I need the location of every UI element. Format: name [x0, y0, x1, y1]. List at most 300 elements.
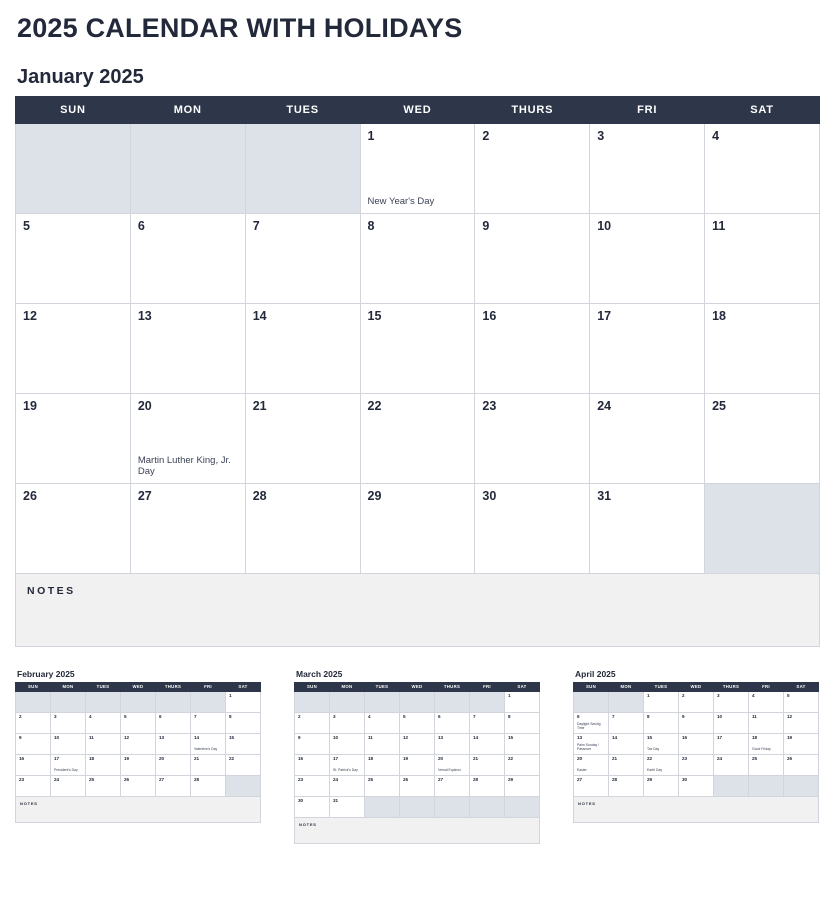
mini-day-number: 14 — [194, 734, 200, 740]
main-calendar-body — [16, 123, 820, 573]
mini-holiday-label: Daylight Saving Time — [577, 721, 601, 730]
calendar-week-row — [16, 393, 820, 483]
calendar-cell-day-21[interactable] — [245, 393, 360, 483]
mini-calendar-cell-day-15[interactable] — [644, 733, 679, 754]
mini-calendar-cell-day-8[interactable] — [505, 712, 540, 733]
mini-calendar-cell-day-3[interactable] — [714, 691, 749, 712]
mini-calendar-cell-day-4[interactable] — [749, 691, 784, 712]
day-number: 4 — [712, 128, 720, 143]
mini-calendar-cell-day-20[interactable] — [156, 754, 191, 775]
mini-calendar-cell-empty — [574, 691, 609, 712]
mini-day-number: 16 — [298, 755, 304, 761]
mini-calendar-cell-empty — [784, 775, 819, 796]
calendar-cell-day-25[interactable] — [705, 393, 820, 483]
mini-weekday-header-fri: FRI — [470, 682, 505, 691]
mini-calendar-cell-day-2[interactable] — [679, 691, 714, 712]
mini-day-number: 23 — [682, 755, 688, 761]
mini-notes-section: NOTES — [294, 818, 540, 844]
mini-calendar-cell-day-26[interactable] — [121, 775, 156, 796]
mini-day-number: 4 — [752, 692, 755, 698]
mini-day-number: 12 — [787, 713, 793, 719]
mini-day-number: 3 — [333, 713, 336, 719]
mini-calendar-cell-day-4[interactable] — [365, 712, 400, 733]
mini-day-number: 22 — [647, 755, 653, 761]
mini-calendar-cell-day-27[interactable] — [574, 775, 609, 796]
calendar-cell-day-5[interactable] — [16, 213, 131, 303]
mini-calendar-cell-day-3[interactable] — [51, 712, 86, 733]
mini-day-number: 1 — [647, 692, 650, 698]
mini-calendar-cell-day-11[interactable] — [365, 733, 400, 754]
mini-calendar-cell-day-3[interactable] — [330, 712, 365, 733]
mini-calendar-week-row — [574, 691, 819, 712]
mini-calendar-cell-day-7[interactable] — [191, 712, 226, 733]
mini-day-number: 5 — [403, 713, 406, 719]
mini-calendar-cell-day-27[interactable] — [156, 775, 191, 796]
mini-weekday-header-fri: FRI — [749, 682, 784, 691]
mini-weekday-header-sat: SAT — [784, 682, 819, 691]
mini-calendar-cell-day-8[interactable] — [226, 712, 261, 733]
mini-day-number: 18 — [368, 755, 374, 761]
mini-day-number: 23 — [298, 776, 304, 782]
mini-calendar-cell-day-5[interactable] — [400, 712, 435, 733]
day-number: 26 — [23, 488, 37, 503]
mini-weekday-header-tues: TUES — [86, 682, 121, 691]
mini-calendar-cell-day-22[interactable] — [505, 754, 540, 775]
day-number: 21 — [252, 398, 267, 413]
mini-calendar-cell-day-16[interactable] — [16, 754, 51, 775]
day-number: 18 — [712, 308, 726, 323]
mini-notes-section: NOTES — [573, 797, 819, 823]
day-number: 6 — [137, 218, 145, 233]
mini-day-number: 9 — [682, 713, 685, 719]
mini-calendar-cell-day-13[interactable] — [156, 733, 191, 754]
mini-calendar-cell-day-27[interactable] — [435, 775, 470, 796]
mini-day-number: 11 — [752, 713, 757, 719]
mini-calendar-cell-day-17[interactable] — [714, 733, 749, 754]
mini-weekday-header-thurs: THURS — [435, 682, 470, 691]
calendar-cell-day-7[interactable] — [245, 213, 360, 303]
calendar-cell-day-28[interactable] — [245, 483, 360, 573]
mini-calendar-cell-day-4[interactable] — [86, 712, 121, 733]
mini-calendar-cell-empty — [16, 691, 51, 712]
calendar-cell-empty — [16, 123, 131, 213]
calendar-cell-day-29[interactable] — [360, 483, 475, 573]
mini-calendar-body — [295, 691, 540, 817]
mini-day-number: 1 — [508, 692, 511, 698]
mini-calendar-cell-empty — [400, 691, 435, 712]
mini-calendar-cell-day-29[interactable] — [505, 775, 540, 796]
mini-day-number: 2 — [19, 713, 22, 719]
holiday-label: New Year's Day — [367, 196, 435, 208]
mini-calendar-cell-day-1[interactable] — [644, 691, 679, 712]
mini-calendar-week-row — [295, 754, 540, 775]
mini-day-number: 19 — [124, 755, 130, 761]
mini-day-number: 9 — [298, 734, 301, 740]
calendar-cell-day-12[interactable] — [16, 303, 131, 393]
mini-calendar-cell-day-14[interactable] — [470, 733, 505, 754]
mini-calendar-week-row — [16, 754, 261, 775]
main-month-title: January 2025 — [17, 65, 144, 88]
mini-calendar-week-row — [295, 775, 540, 796]
mini-calendar-week-row — [295, 691, 540, 712]
mini-day-number: 11 — [368, 734, 373, 740]
calendar-cell-day-20[interactable] — [130, 393, 245, 483]
mini-calendar-body — [16, 691, 261, 796]
day-number: 2 — [482, 128, 490, 143]
mini-calendar-cell-day-26[interactable] — [784, 754, 819, 775]
mini-day-number: 12 — [403, 734, 409, 740]
day-number: 1 — [367, 128, 375, 143]
mini-day-number: 29 — [508, 776, 514, 782]
mini-day-number: 17 — [333, 755, 339, 761]
mini-calendar-cell-day-9[interactable] — [295, 733, 330, 754]
weekday-header-mon: MON — [130, 96, 245, 123]
mini-calendar-cell-empty — [749, 775, 784, 796]
calendar-cell-day-11[interactable] — [705, 213, 820, 303]
mini-calendar-cell-day-21[interactable] — [470, 754, 505, 775]
mini-calendar-cell-day-15[interactable] — [226, 733, 261, 754]
mini-day-number: 6 — [577, 713, 580, 719]
mini-calendar-cell-day-24[interactable] — [714, 754, 749, 775]
mini-calendar-week-row — [16, 733, 261, 754]
mini-day-number: 15 — [647, 734, 653, 740]
mini-day-number: 31 — [333, 797, 339, 803]
mini-weekday-header-sun: SUN — [574, 682, 609, 691]
calendar-week-row — [16, 303, 820, 393]
mini-weekday-header-tues: TUES — [644, 682, 679, 691]
mini-day-number: 10 — [333, 734, 339, 740]
mini-calendar-cell-empty — [330, 691, 365, 712]
mini-day-number: 5 — [787, 692, 790, 698]
mini-day-number: 18 — [752, 734, 758, 740]
weekday-header-sat: SAT — [705, 96, 820, 123]
day-number: 30 — [482, 488, 497, 503]
mini-holiday-label: President's Day — [54, 767, 78, 772]
calendar-cell-day-13[interactable] — [130, 303, 245, 393]
mini-day-number: 7 — [612, 713, 615, 719]
mini-calendar-cell-day-9[interactable] — [679, 712, 714, 733]
mini-day-number: 6 — [159, 713, 162, 719]
mini-calendar-cell-empty — [365, 796, 400, 817]
day-number: 25 — [712, 398, 726, 413]
mini-calendar-cell-day-10[interactable] — [51, 733, 86, 754]
mini-calendar-cell-day-14[interactable] — [609, 733, 644, 754]
weekday-header-wed: WED — [360, 96, 475, 123]
mini-day-number: 12 — [124, 734, 130, 740]
mini-calendar-cell-day-28[interactable] — [191, 775, 226, 796]
mini-day-number: 13 — [577, 734, 583, 740]
main-calendar-header — [16, 96, 820, 123]
mini-day-number: 11 — [89, 734, 94, 740]
calendar-cell-day-1[interactable] — [360, 123, 475, 213]
day-number: 24 — [597, 398, 612, 413]
mini-calendar-cell-day-5[interactable] — [784, 691, 819, 712]
mini-calendar-cell-day-21[interactable] — [191, 754, 226, 775]
day-number: 17 — [597, 308, 612, 323]
day-number: 22 — [367, 398, 382, 413]
mini-calendar-cell-day-24[interactable] — [330, 775, 365, 796]
mini-calendar-cell-day-10[interactable] — [330, 733, 365, 754]
mini-weekday-header-mon: MON — [51, 682, 86, 691]
weekday-header-fri: FRI — [590, 96, 705, 123]
mini-weekday-header-row — [574, 682, 819, 691]
mini-calendar-cell-day-23[interactable] — [679, 754, 714, 775]
mini-calendar-cell-day-14[interactable] — [191, 733, 226, 754]
mini-day-number: 21 — [194, 755, 200, 761]
mini-day-number: 5 — [124, 713, 127, 719]
mini-day-number: 8 — [508, 713, 511, 719]
mini-month-title: April 2025 — [575, 668, 616, 679]
mini-calendar-cell-empty — [609, 691, 644, 712]
mini-calendar-cell-empty — [295, 691, 330, 712]
mini-calendar-week-row — [574, 733, 819, 754]
mini-calendar-table — [573, 682, 819, 797]
mini-calendar-april — [573, 669, 819, 844]
mini-weekday-header-thurs: THURS — [714, 682, 749, 691]
calendar-cell-empty — [130, 123, 245, 213]
mini-calendar-cell-empty — [226, 775, 261, 796]
mini-day-number: 20 — [159, 755, 165, 761]
mini-calendar-cell-day-1[interactable] — [505, 691, 540, 712]
mini-day-number: 8 — [229, 713, 232, 719]
mini-calendar-cell-day-31[interactable] — [330, 796, 365, 817]
day-number: 14 — [252, 308, 267, 323]
mini-day-number: 1 — [229, 692, 232, 698]
mini-day-number: 15 — [508, 734, 514, 740]
calendar-cell-day-6[interactable] — [130, 213, 245, 303]
mini-calendar-cell-empty — [435, 691, 470, 712]
day-number: 15 — [367, 308, 382, 323]
mini-calendar-cell-empty — [121, 691, 156, 712]
mini-calendar-cell-day-23[interactable] — [295, 775, 330, 796]
mini-weekday-header-sat: SAT — [505, 682, 540, 691]
mini-day-number: 7 — [473, 713, 476, 719]
calendar-cell-day-31[interactable] — [590, 483, 705, 573]
mini-weekday-header-thurs: THURS — [156, 682, 191, 691]
mini-calendar-cell-day-22[interactable] — [226, 754, 261, 775]
day-number: 11 — [712, 218, 726, 233]
mini-weekday-header-mon: MON — [609, 682, 644, 691]
mini-day-number: 14 — [473, 734, 479, 740]
mini-calendar-cell-day-21[interactable] — [609, 754, 644, 775]
mini-calendar-cell-day-7[interactable] — [470, 712, 505, 733]
mini-calendar-cell-empty — [470, 796, 505, 817]
calendar-cell-day-9[interactable] — [475, 213, 590, 303]
calendar-cell-day-24[interactable] — [590, 393, 705, 483]
mini-calendar-cell-day-28[interactable] — [609, 775, 644, 796]
calendar-cell-day-16[interactable] — [475, 303, 590, 393]
day-number: 23 — [482, 398, 497, 413]
mini-calendar-cell-empty — [714, 775, 749, 796]
mini-calendar-cell-day-1[interactable] — [226, 691, 261, 712]
mini-calendar-cell-day-9[interactable] — [16, 733, 51, 754]
weekday-header-thurs: THURS — [475, 96, 590, 123]
mini-day-number: 9 — [19, 734, 22, 740]
mini-calendar-cell-day-19[interactable] — [784, 733, 819, 754]
mini-calendar-cell-day-30[interactable] — [679, 775, 714, 796]
calendar-week-row — [16, 483, 820, 573]
calendar-cell-day-18[interactable] — [705, 303, 820, 393]
mini-calendar-cell-day-18[interactable] — [749, 733, 784, 754]
mini-holiday-label: Tax Day — [647, 746, 660, 751]
mini-calendar-cell-day-6[interactable] — [156, 712, 191, 733]
mini-day-number: 18 — [89, 755, 95, 761]
mini-calendar-cell-day-17[interactable] — [51, 754, 86, 775]
mini-calendar-week-row — [574, 712, 819, 733]
mini-calendar-week-row — [16, 712, 261, 733]
day-number: 5 — [23, 218, 30, 233]
mini-day-number: 15 — [229, 734, 235, 740]
mini-day-number: 2 — [682, 692, 685, 698]
mini-calendar-cell-day-22[interactable] — [644, 754, 679, 775]
mini-calendar-week-row — [574, 754, 819, 775]
mini-calendar-cell-day-2[interactable] — [295, 712, 330, 733]
calendar-cell-day-15[interactable] — [360, 303, 475, 393]
mini-calendar-cell-day-16[interactable] — [679, 733, 714, 754]
mini-calendar-cell-day-6[interactable] — [574, 712, 609, 733]
mini-calendar-cell-day-12[interactable] — [784, 712, 819, 733]
day-number: 16 — [482, 308, 497, 323]
mini-day-number: 24 — [333, 776, 339, 782]
mini-calendar-cell-day-11[interactable] — [86, 733, 121, 754]
mini-month-title: February 2025 — [17, 668, 75, 679]
mini-calendar-cell-day-19[interactable] — [400, 754, 435, 775]
day-number: 9 — [482, 218, 490, 233]
mini-calendar-cell-empty — [435, 796, 470, 817]
day-number: 29 — [367, 488, 382, 503]
mini-calendar-cell-day-18[interactable] — [365, 754, 400, 775]
mini-calendar-cell-day-20[interactable] — [435, 754, 470, 775]
mini-day-number: 2 — [298, 713, 301, 719]
mini-holiday-label: Vernal Equinox — [438, 767, 461, 772]
mini-weekday-header-wed: WED — [679, 682, 714, 691]
mini-calendar-cell-day-15[interactable] — [505, 733, 540, 754]
day-number: 12 — [23, 308, 37, 323]
mini-calendar-cell-day-28[interactable] — [470, 775, 505, 796]
mini-day-number: 16 — [19, 755, 25, 761]
mini-calendar-cell-day-25[interactable] — [86, 775, 121, 796]
mini-day-number: 13 — [159, 734, 165, 740]
mini-day-number: 25 — [89, 776, 95, 782]
mini-calendar-cell-day-24[interactable] — [51, 775, 86, 796]
calendar-cell-day-17[interactable] — [590, 303, 705, 393]
mini-calendar-cell-empty — [365, 691, 400, 712]
mini-day-number: 16 — [682, 734, 688, 740]
holiday-label: Martin Luther King, Jr. Day — [137, 454, 231, 478]
day-number: 8 — [367, 218, 375, 233]
mini-day-number: 20 — [577, 755, 583, 761]
calendar-cell-day-30[interactable] — [475, 483, 590, 573]
mini-day-number: 21 — [612, 755, 618, 761]
mini-calendar-cell-day-5[interactable] — [121, 712, 156, 733]
mini-calendar-cell-day-26[interactable] — [400, 775, 435, 796]
calendar-cell-day-27[interactable] — [130, 483, 245, 573]
mini-calendar-march — [294, 669, 540, 844]
mini-calendar-cell-day-16[interactable] — [295, 754, 330, 775]
mini-calendar-cell-empty — [400, 796, 435, 817]
weekday-header-tues: TUES — [245, 96, 360, 123]
mini-holiday-label: Palm Sunday / Passover — [577, 742, 600, 751]
calendar-cell-day-2[interactable] — [475, 123, 590, 213]
mini-weekday-header-mon: MON — [330, 682, 365, 691]
calendar-week-row — [16, 123, 820, 213]
mini-calendar-cell-day-25[interactable] — [365, 775, 400, 796]
day-number: 13 — [137, 308, 152, 323]
mini-calendar-cell-day-2[interactable] — [16, 712, 51, 733]
calendar-cell-day-8[interactable] — [360, 213, 475, 303]
mini-calendars-row — [15, 669, 820, 844]
mini-calendar-cell-day-29[interactable] — [644, 775, 679, 796]
mini-calendar-cell-day-11[interactable] — [749, 712, 784, 733]
mini-calendar-week-row — [295, 796, 540, 817]
calendar-cell-day-14[interactable] — [245, 303, 360, 393]
mini-calendar-cell-day-23[interactable] — [16, 775, 51, 796]
mini-calendar-cell-empty — [505, 796, 540, 817]
mini-day-number: 25 — [752, 755, 758, 761]
mini-calendar-cell-day-18[interactable] — [86, 754, 121, 775]
mini-day-number: 20 — [438, 755, 444, 761]
mini-weekday-header-tues: TUES — [365, 682, 400, 691]
calendar-cell-day-4[interactable] — [705, 123, 820, 213]
mini-day-number: 28 — [473, 776, 479, 782]
day-number: 27 — [137, 488, 152, 503]
mini-calendar-cell-day-12[interactable] — [121, 733, 156, 754]
mini-calendar-cell-day-13[interactable] — [435, 733, 470, 754]
mini-calendar-cell-day-8[interactable] — [644, 712, 679, 733]
day-number: 3 — [597, 128, 605, 143]
mini-weekday-header-fri: FRI — [191, 682, 226, 691]
mini-calendar-cell-day-30[interactable] — [295, 796, 330, 817]
calendar-cell-day-23[interactable] — [475, 393, 590, 483]
mini-calendar-cell-day-13[interactable] — [574, 733, 609, 754]
mini-calendar-cell-day-19[interactable] — [121, 754, 156, 775]
mini-calendar-cell-empty — [156, 691, 191, 712]
mini-day-number: 27 — [438, 776, 444, 782]
calendar-cell-day-3[interactable] — [590, 123, 705, 213]
mini-day-number: 28 — [194, 776, 200, 782]
calendar-cell-day-10[interactable] — [590, 213, 705, 303]
mini-calendar-cell-day-6[interactable] — [435, 712, 470, 733]
mini-day-number: 13 — [438, 734, 444, 740]
mini-day-number: 23 — [19, 776, 25, 782]
mini-weekday-header-sat: SAT — [226, 682, 261, 691]
mini-calendar-cell-day-12[interactable] — [400, 733, 435, 754]
mini-calendar-cell-day-17[interactable] — [330, 754, 365, 775]
mini-calendar-cell-day-20[interactable] — [574, 754, 609, 775]
calendar-cell-day-19[interactable] — [16, 393, 131, 483]
mini-day-number: 21 — [473, 755, 479, 761]
mini-calendar-cell-day-10[interactable] — [714, 712, 749, 733]
mini-calendar-cell-day-7[interactable] — [609, 712, 644, 733]
mini-month-title: March 2025 — [296, 668, 343, 679]
mini-calendar-week-row — [295, 733, 540, 754]
calendar-cell-day-22[interactable] — [360, 393, 475, 483]
mini-calendar-cell-day-25[interactable] — [749, 754, 784, 775]
page-title: 2025 CALENDAR WITH HOLIDAYS — [17, 13, 463, 43]
mini-day-number: 10 — [717, 713, 723, 719]
day-number: 10 — [597, 218, 612, 233]
mini-weekday-header-sun: SUN — [295, 682, 330, 691]
mini-calendar-body — [574, 691, 819, 796]
mini-holiday-label: Valentine's Day — [194, 746, 218, 751]
mini-calendar-cell-empty — [86, 691, 121, 712]
mini-weekday-header-wed: WED — [400, 682, 435, 691]
mini-calendar-week-row — [574, 775, 819, 796]
mini-notes-section: NOTES — [15, 797, 261, 823]
mini-day-number: 4 — [368, 713, 371, 719]
calendar-cell-day-26[interactable] — [16, 483, 131, 573]
mini-day-number: 10 — [54, 734, 60, 740]
